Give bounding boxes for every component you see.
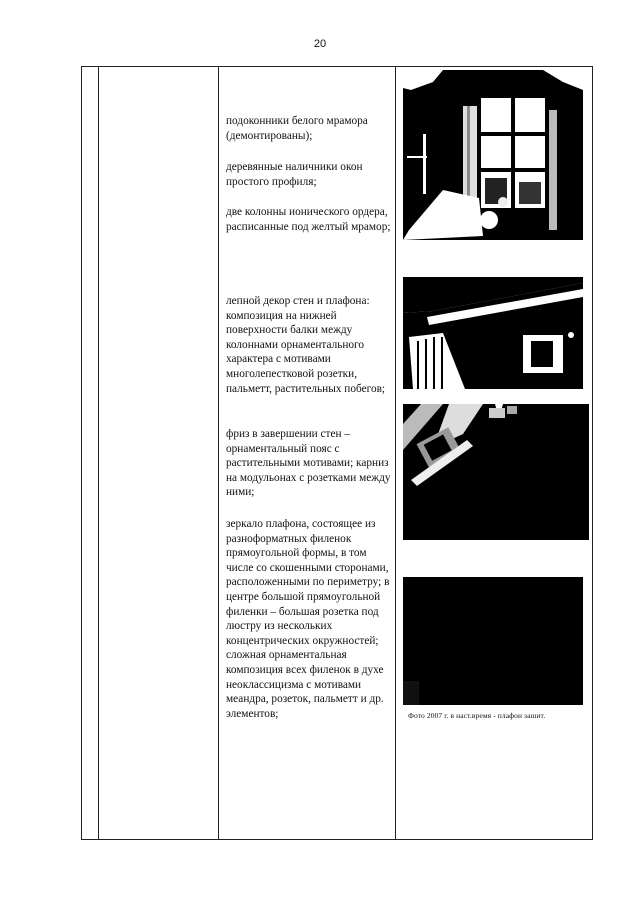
column-divider — [98, 67, 99, 839]
document-table — [81, 66, 593, 840]
column-divider — [218, 67, 219, 839]
description-paragraph: подоконники белого мрамора (демонтированы); — [226, 115, 368, 142]
description-paragraph: фриз в завершении стен – орнаментальный пояс с растительными мотивами; карниз на модульонах с розетками между ними; — [226, 428, 391, 499]
description-paragraph: деревянные наличники окон простого профиля; — [226, 161, 363, 188]
description-paragraph: две колонны ионического ордера, расписанные под желтый мрамор; — [226, 206, 391, 233]
description-paragraph: лепной декор стен и плафона: композиция на нижней поверхности балки между колоннами орнаментального характера с мотивами многолепестковой розетки, пальметт, растительных побегов; — [226, 295, 386, 395]
photo-caption: Фото 2007 г. в наст.время - плафон зашит. — [408, 711, 546, 720]
page-number: 20 — [313, 38, 327, 50]
ceiling-frieze-photo — [403, 404, 589, 540]
beam-ornament-photo — [403, 277, 583, 389]
ceiling-plafond-photo — [403, 577, 583, 705]
window-with-columns-photo — [403, 70, 583, 240]
description-column — [226, 67, 392, 837]
description-paragraph: зеркало плафона, состоящее из разноформатных филенок прямоугольной формы, в том числе со скошенными сторонами, расположенными по периметру; в центре большой прямоугольной филенки – большая розетка под люстру из нескольких концентрических окружностей; сложная орнаментальная композиция всех филенок в духе неоклассицизма с мотивами меандра, розеток, пальметт и др. элементов; — [226, 518, 390, 720]
